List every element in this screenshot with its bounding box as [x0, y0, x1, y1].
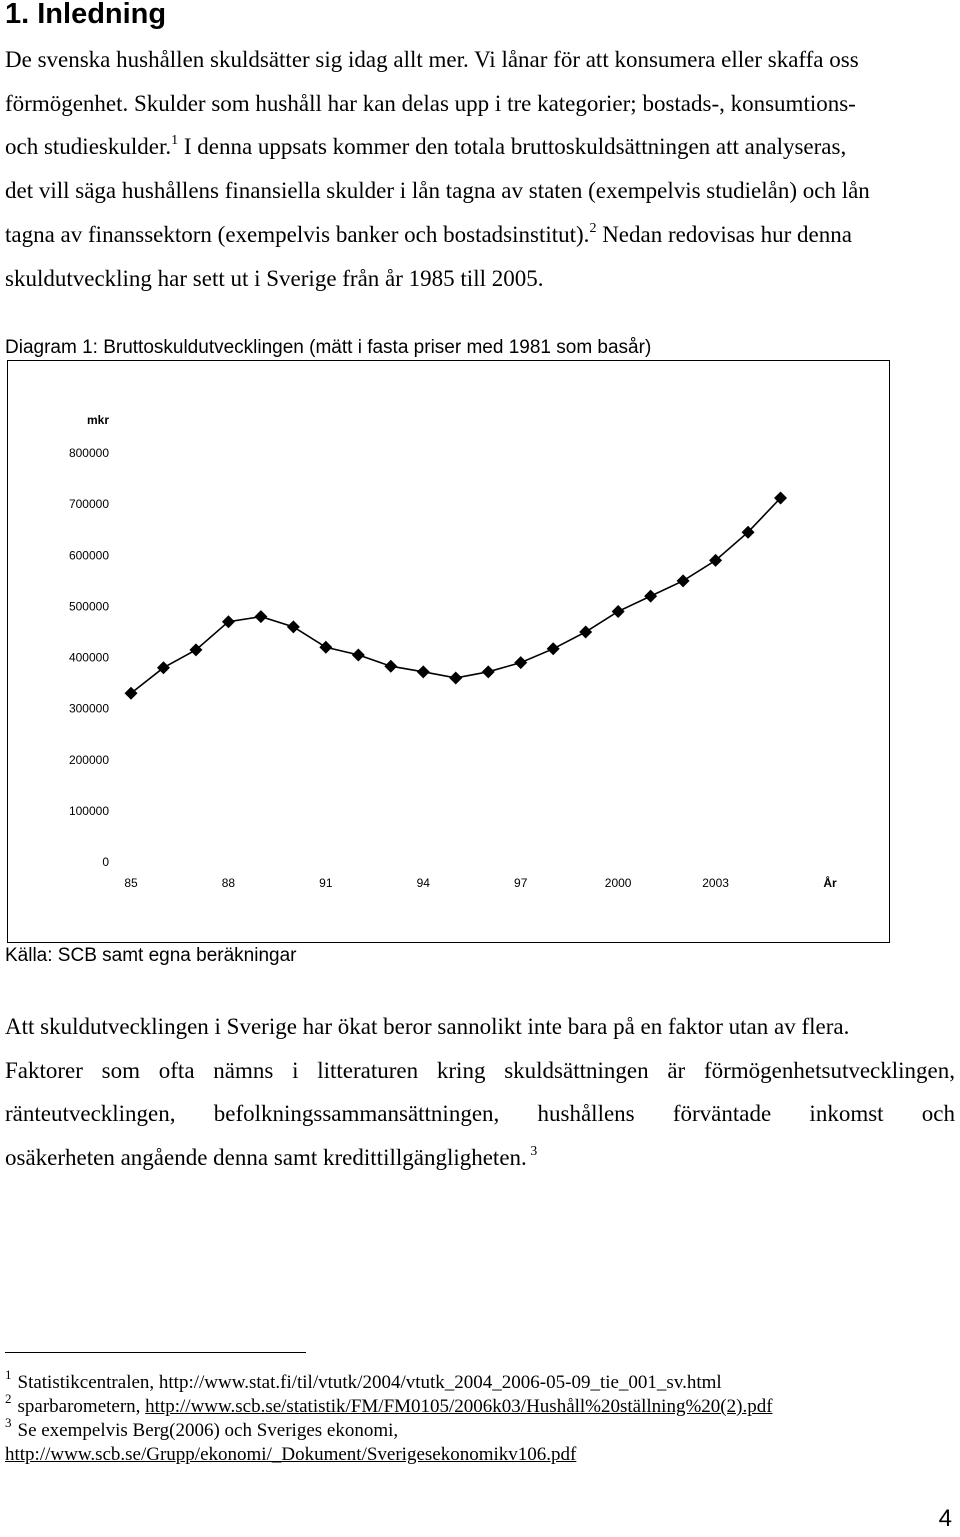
- intro-line-3: [5, 132, 846, 162]
- intro-line-3-end: I denna uppsats kommer den totala bruttoskuldsättningen att analyseras,: [178, 134, 847, 159]
- data-point-marker: [644, 590, 657, 603]
- intro-line-5-start: tagna av finanssektorn (exempelvis banker och bostadsinstitut).: [5, 222, 590, 247]
- data-point-marker: [547, 642, 560, 655]
- footnote-3-continued: [5, 1443, 576, 1467]
- intro-line-6: skuldutveckling har sett ut i Sverige från år 1985 till 2005.: [5, 266, 544, 291]
- body-line-1: Att skuldutvecklingen i Sverige har ökat beror sannolikt inte bara på en faktor utan av flera.: [5, 1014, 850, 1039]
- footnote-ref-2: 2: [589, 221, 597, 236]
- y-tick-label: 300000: [68, 701, 109, 716]
- data-point-marker: [352, 648, 365, 661]
- data-point-marker: [417, 665, 430, 678]
- body-line-4-text: osäkerheten angående denna samt kredittillgängligheten.: [5, 1145, 527, 1170]
- x-tick-label: 85: [124, 876, 138, 890]
- x-tick-label: 91: [319, 876, 333, 890]
- body-line-4: [5, 1143, 537, 1173]
- footnote-ref-1: 1: [171, 133, 179, 148]
- footnote-separator: [5, 1352, 306, 1353]
- intro-line-4: det vill säga hushållens finansiella skulder i lån tagna av staten (exempelvis studielån) och lån: [5, 178, 870, 203]
- y-tick-label: 600000: [68, 548, 109, 563]
- chart-frame: [7, 360, 890, 943]
- data-point-marker: [254, 610, 267, 623]
- y-tick-label: 200000: [68, 752, 109, 767]
- series-line: [131, 498, 781, 693]
- chart-source-note: Källa: SCB samt egna beräkningar: [5, 945, 297, 966]
- y-tick-label: 100000: [68, 803, 109, 818]
- footnote-2-link[interactable]: http://www.scb.se/statistik/FM/FM0105/2006k03/Hushåll%20ställning%20(2).pdf: [145, 1396, 773, 1417]
- footnote-2: [5, 1391, 773, 1419]
- x-tick-label: 94: [416, 876, 430, 890]
- intro-line-1: De svenska hushållen skuldsätter sig idag allt mer. Vi lånar för att konsumera eller skaffa oss: [5, 47, 859, 72]
- data-point-marker: [384, 660, 397, 673]
- page-number: 4: [938, 1505, 952, 1532]
- intro-line-5-end: Nedan redovisas hur denna: [596, 222, 852, 247]
- x-tick-label: 2003: [702, 876, 729, 890]
- x-axis-label: År: [823, 876, 837, 890]
- y-tick-label: 400000: [68, 650, 109, 665]
- body-line-3: ränteutvecklingen, befolkningssammansättningen, hushållens förväntade inkomst och: [5, 1101, 955, 1126]
- footnote-3-number: 3: [5, 1415, 12, 1430]
- intro-line-5: [5, 220, 852, 250]
- section-heading: 1. Inledning: [5, 0, 167, 30]
- footnote-3-text: Se exempelvis Berg(2006) och Sveriges ekonomi,: [17, 1420, 399, 1441]
- data-point-marker: [579, 625, 592, 638]
- data-point-marker: [612, 605, 625, 618]
- intro-line-2: förmögenhet. Skulder som hushåll har kan delas upp i tre kategorier; bostads-, konsumtions-: [5, 91, 856, 116]
- y-axis-label: mkr: [86, 413, 110, 427]
- footnote-ref-3: 3: [526, 1144, 538, 1159]
- y-tick-label: 0: [102, 855, 109, 869]
- footnote-1-number: 1: [5, 1367, 12, 1382]
- data-point-marker: [287, 620, 300, 633]
- diagram-caption: Diagram 1: Bruttoskuldutvecklingen (mätt i fasta priser med 1981 som basår): [5, 337, 652, 358]
- footnote-3: [5, 1415, 399, 1443]
- data-point-marker: [677, 574, 690, 587]
- y-tick-label: 700000: [68, 497, 109, 512]
- x-tick-label: 88: [221, 876, 236, 890]
- footnote-1-text: Statistikcentralen, http://www.stat.fi/til/vtutk/2004/vtutk_2004_2006-05-09_tie_001_sv.html: [17, 1372, 722, 1393]
- data-point-marker: [319, 641, 332, 654]
- x-tick-label: 97: [514, 876, 528, 890]
- x-tick-label: 2000: [604, 876, 632, 890]
- y-tick-label: 800000: [68, 446, 109, 460]
- footnote-2-text: sparbarometern,: [17, 1396, 146, 1417]
- footnote-3-link[interactable]: http://www.scb.se/Grupp/ekonomi/_Dokument/Sverigesekonomikv106.pdf: [5, 1444, 577, 1465]
- body-line-2: Faktorer som ofta nämns i litteraturen kring skuldsättningen är förmögenhetsutvecklingen,: [5, 1058, 955, 1083]
- y-tick-label: 500000: [68, 599, 109, 614]
- data-point-marker: [449, 671, 462, 684]
- footnote-2-number: 2: [5, 1391, 12, 1406]
- intro-line-3-start: och studieskulder.: [5, 134, 172, 159]
- data-point-marker: [482, 665, 495, 678]
- footnote-1: [5, 1367, 722, 1395]
- debt-line-chart: [8, 361, 891, 944]
- data-point-marker: [514, 656, 527, 669]
